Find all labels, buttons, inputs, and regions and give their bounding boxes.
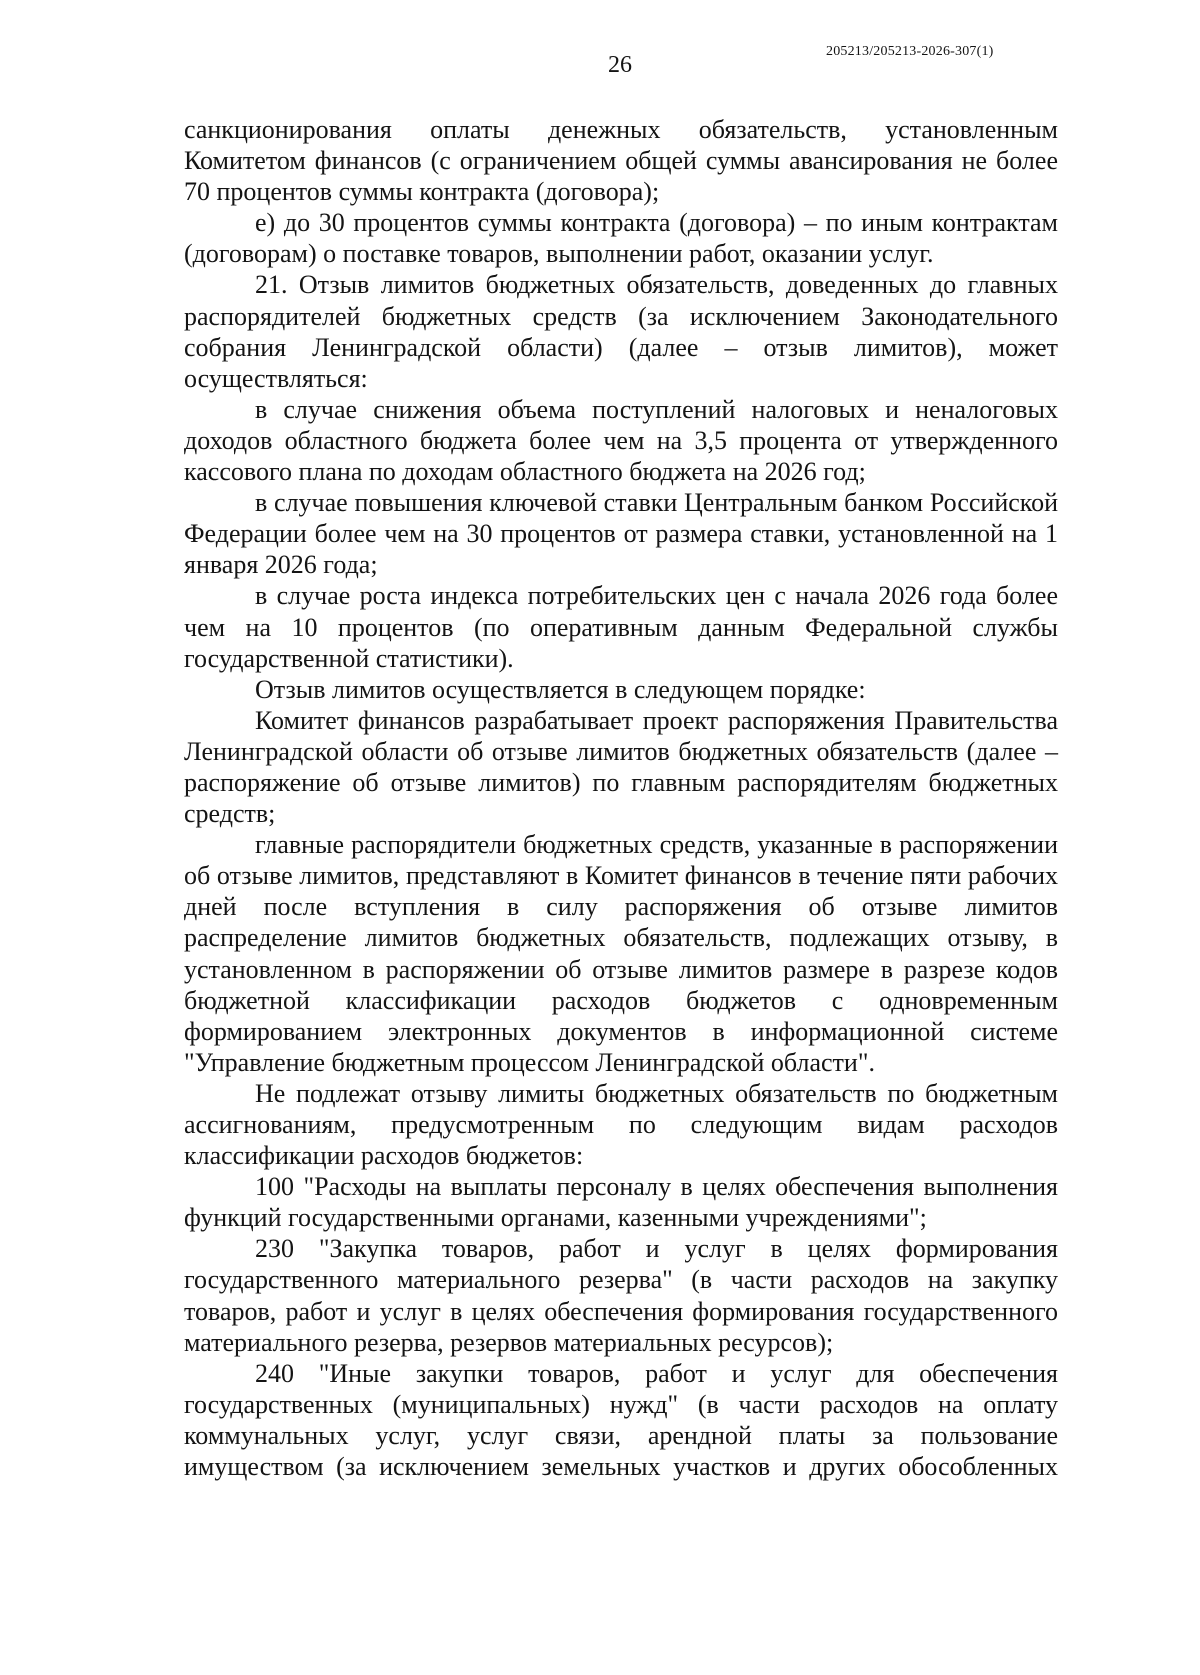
paragraph-code-230: 230 "Закупка товаров, работ и услуг в целях формирования государственного материального резерва" (в части расходов на закупку товаров, работ и услуг в целях обеспечения формирования государственного материального резерва, резервов материальных ресурсов); bbox=[184, 1234, 1058, 1357]
paragraph-continuation: санкционирования оплаты денежных обязательств, установленным Комитетом финансов (с ограничением общей суммы авансирования не более 70 процентов суммы контракта (договора); bbox=[184, 115, 1058, 207]
paragraph-procedure-intro: Отзыв лимитов осуществляется в следующем порядке: bbox=[255, 674, 866, 704]
paragraph-exemptions: Не подлежат отзыву лимиты бюджетных обязательств по бюджетным ассигнованиям, предусмотренным по следующим видам расходов классификации расходов бюджетов: bbox=[184, 1078, 1058, 1171]
document-body bbox=[184, 114, 1058, 1482]
paragraph-code-240: 240 "Иные закупки товаров, работ и услуг для обеспечения государственных (муниципальных) нужд" (в части расходов на оплату коммунальных услуг, услуг связи, арендной платы за пользование имуществом (за исключением земельных участков и других обособленных bbox=[184, 1358, 1058, 1482]
paragraph-procedure-committee: Комитет финансов разрабатывает проект распоряжения Правительства Ленинградской области об отзыве лимитов бюджетных обязательств (далее – распоряжение об отзыве лимитов) по главным распорядителям бюджетных средств; bbox=[184, 705, 1058, 829]
page-number: 26 bbox=[608, 52, 632, 78]
paragraph-condition-key-rate: в случае повышения ключевой ставки Центральным банком Российской Федерации более чем на 30 процентов от размера ставки, установленной на 1 января 2026 года; bbox=[184, 488, 1058, 580]
paragraph-condition-cpi: в случае роста индекса потребительских цен с начала 2026 года более чем на 10 процентов (по оперативным данным Федеральной службы государственной статистики). bbox=[184, 581, 1058, 673]
paragraph-procedure-distributors: главные распорядители бюджетных средств, указанные в распоряжении об отзыве лимитов, представляют в Комитет финансов в течение пяти рабочих дней после вступления в силу распоряжения об отзыве лимитов распределение лимитов бюджетных обязательств, подлежащих отзыву, в установленном в распоряжении об отзыве лимитов размере в разрезе кодов бюджетной классификации расходов бюджетов с одновременным формированием электронных документов в информационной системе "Управление бюджетным процессом Ленинградской области". bbox=[184, 830, 1058, 1077]
paragraph-condition-revenue: в случае снижения объема поступлений налоговых и неналоговых доходов областного бюджета более чем на 3,5 процента от утвержденного кассового плана по доходам областного бюджета на 2026 год; bbox=[184, 394, 1058, 487]
paragraph-item-e: е) до 30 процентов суммы контракта (договора) – по иным контрактам (договорам) о поставке товаров, выполнении работ, оказании услуг. bbox=[184, 208, 1058, 269]
document-id: 205213/205213-2026-307(1) bbox=[826, 44, 994, 59]
paragraph-code-100: 100 "Расходы на выплаты персоналу в целях обеспечения выполнения функций государственными органами, казенными учреждениями"; bbox=[184, 1172, 1058, 1233]
paragraph-21: 21. Отзыв лимитов бюджетных обязательств, доведенных до главных распорядителей бюджетных средств (за исключением Законодательного собрания Ленинградской области) (далее – отзыв лимитов), может осуществляться: bbox=[184, 270, 1058, 393]
